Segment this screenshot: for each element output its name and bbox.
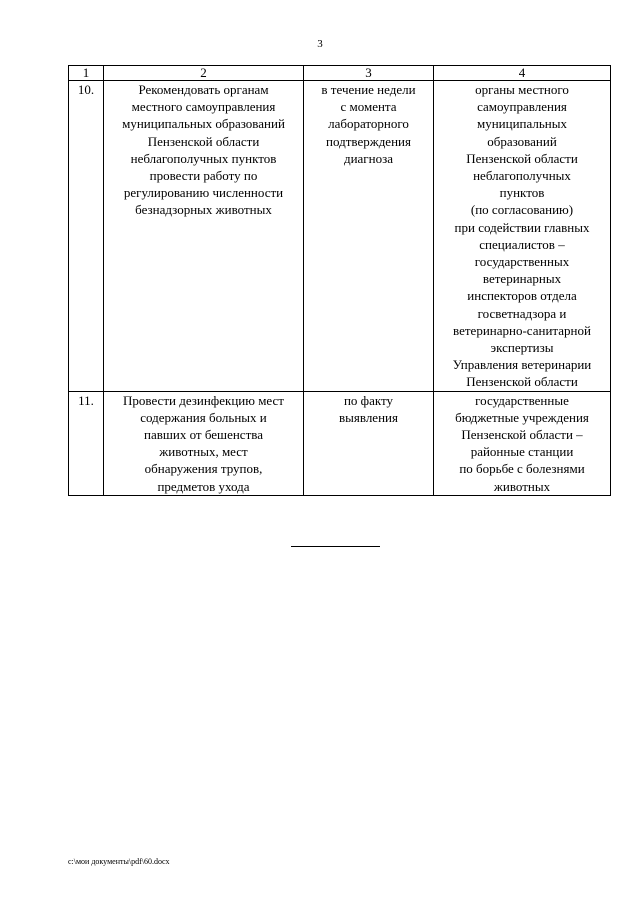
term-cell: по факту выявления (304, 391, 434, 495)
page-number: 3 (317, 38, 323, 50)
table-header-row (69, 66, 611, 81)
row-number: 11. (69, 391, 104, 495)
responsible-cell: государственные бюджетные учреждения Пензенской области – районные станции по борьбе с болезнями животных (434, 391, 611, 495)
end-separator-line (291, 546, 380, 547)
header-col-2: 2 (104, 66, 304, 81)
table-row (69, 391, 611, 495)
header-col-1: 1 (69, 66, 104, 81)
action-cell: Провести дезинфекцию мест содержания больных и павших от бешенства животных, мест обнаружения трупов, предметов ухода (104, 391, 304, 495)
row-number: 10. (69, 81, 104, 392)
term-cell: в течение недели с момента лабораторного подтверждения диагноза (304, 81, 434, 392)
header-col-4: 4 (434, 66, 611, 81)
footer-file-path: c:\мои документы\pdf\60.docx (68, 857, 170, 866)
measures-table (68, 65, 611, 496)
table-row (69, 81, 611, 392)
responsible-cell: органы местного самоуправления муниципальных образований Пензенской области неблагополучных пунктов (по согласованию) при содействии главных специалистов – государственных ветеринарных инспекторов отдела госветнадзора и ветеринарно-санитарной экспертизы Управления ветеринарии Пензенской области (434, 81, 611, 392)
header-col-3: 3 (304, 66, 434, 81)
action-cell: Рекомендовать органам местного самоуправления муниципальных образований Пензенской области неблагополучных пунктов провести работу по регулированию численности безнадзорных животных (104, 81, 304, 392)
